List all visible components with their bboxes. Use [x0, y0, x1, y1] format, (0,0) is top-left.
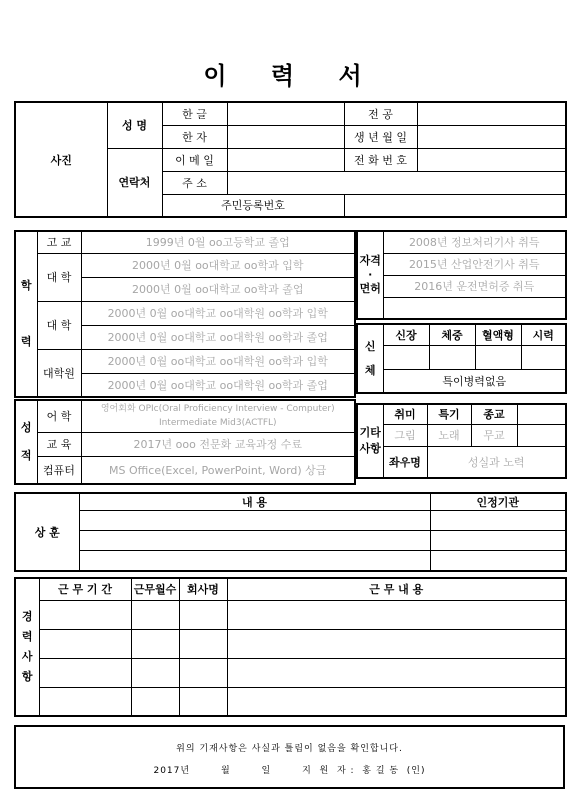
edu-row-grad2-in: 2000년 0월 oo대학교 oo대학원 oo학과 입학: [81, 349, 355, 373]
career-period-2[interactable]: [39, 629, 131, 658]
edu-course-value: 2017년 ooo 전문화 교육과정 수료: [81, 432, 355, 456]
confirmation-box: [14, 725, 565, 789]
contact-label: 연락처: [107, 148, 162, 217]
career-months-1[interactable]: [131, 600, 179, 629]
phone-label: 전 화 번 호: [344, 148, 417, 171]
career-company-header: 회사명: [179, 578, 227, 600]
body-label: 신 체: [357, 324, 383, 393]
blood-value[interactable]: [475, 345, 521, 369]
career-company-1[interactable]: [179, 600, 227, 629]
education-label: 학 력: [15, 231, 37, 397]
body-info-table: [356, 323, 567, 394]
award-row-2[interactable]: [79, 531, 430, 551]
career-content-3[interactable]: [227, 658, 566, 687]
birth-label: 생 년 월 일: [344, 125, 417, 148]
career-company-3[interactable]: [179, 658, 227, 687]
edu-level-hs: 고 교: [37, 231, 81, 253]
awards-label: 상 훈: [15, 493, 79, 571]
motto-value: 성실과 노력: [427, 446, 566, 478]
license-label: 자격 · 면허: [357, 231, 383, 319]
career-period-4[interactable]: [39, 687, 131, 716]
document-title: 이 력 서: [203, 62, 380, 90]
vision-value[interactable]: [521, 345, 566, 369]
vision-header: 시력: [521, 324, 566, 345]
edu-row-grad-out: 2000년 0월 oo대학교 oo대학원 oo학과 졸업: [81, 325, 355, 349]
license-item-2: 2015년 산업안전기사 취득: [383, 253, 566, 275]
career-months-2[interactable]: [131, 629, 179, 658]
edu-row-univ-in: 2000년 0월 oo대학교 oo학과 입학: [81, 253, 355, 277]
height-value[interactable]: [383, 345, 429, 369]
religion-value: 무교: [471, 424, 517, 446]
motto-label: 좌우명: [383, 446, 427, 478]
lang-text-1: 영어회화 OPIc(Oral Proficiency Interview - Computer): [100, 404, 335, 415]
weight-value[interactable]: [429, 345, 475, 369]
career-content-1[interactable]: [227, 600, 566, 629]
edu-row-hs: 1999년 0월 oo고등학교 졸업: [81, 231, 355, 253]
awards-content-header: 내 용: [79, 493, 430, 511]
pc-value: MS Office(Excel, PowerPoint, Word) 상급: [81, 456, 355, 484]
address-value[interactable]: [227, 171, 566, 194]
career-content-header: 근 무 내 용: [227, 578, 566, 600]
edu-row-univ-out: 2000년 0월 oo대학교 oo학과 졸업: [81, 277, 355, 301]
grades-table: [14, 399, 356, 485]
edu-row-grad-in: 2000년 0월 oo대학교 oo대학원 oo학과 입학: [81, 301, 355, 325]
name-label: 성 명: [107, 102, 162, 148]
edu-row-grad2-out: 2000년 0월 oo대학교 oo대학원 oo학과 졸업: [81, 373, 355, 397]
hobby-value: 그림: [383, 424, 427, 446]
hanja-value[interactable]: [227, 125, 344, 148]
skill-header: 특기: [427, 404, 471, 424]
grades-label: 성 적: [15, 400, 37, 484]
phone-value[interactable]: [417, 148, 566, 171]
photo-cell: 사진: [15, 102, 107, 217]
career-content-2[interactable]: [227, 629, 566, 658]
career-label: 경 력 사 항: [15, 578, 39, 716]
lang-value: [81, 400, 355, 432]
hobby-header: 취미: [383, 404, 427, 424]
birth-value[interactable]: [417, 125, 566, 148]
awards-table: [14, 492, 567, 572]
skill-value: 노래: [427, 424, 471, 446]
career-period-3[interactable]: [39, 658, 131, 687]
weight-header: 체중: [429, 324, 475, 345]
award-org-3[interactable]: [430, 551, 566, 571]
major-value[interactable]: [417, 102, 566, 125]
career-months-4[interactable]: [131, 687, 179, 716]
hangul-label: 한 글: [162, 102, 227, 125]
lang-text-2: Intermediate Mid3(ACTFL): [158, 418, 277, 429]
license-item-3: 2016년 운전면허증 취득: [383, 275, 566, 297]
email-value[interactable]: [227, 148, 344, 171]
etc-blank-2: [517, 424, 566, 446]
career-company-2[interactable]: [179, 629, 227, 658]
awards-org-header: 인정기관: [430, 493, 566, 511]
edu-level-grad: 대학원: [37, 349, 81, 397]
career-period-header: 근 무 기 간: [39, 578, 131, 600]
rrn-label: 주민등록번호: [162, 194, 344, 217]
career-months-3[interactable]: [131, 658, 179, 687]
award-org-2[interactable]: [430, 531, 566, 551]
address-label: 주 소: [162, 171, 227, 194]
rrn-value[interactable]: [344, 194, 566, 217]
career-months-header: 근무월수: [131, 578, 179, 600]
career-content-4[interactable]: [227, 687, 566, 716]
award-row-3[interactable]: [79, 551, 430, 571]
edu-level-univ: 대 학: [37, 253, 81, 301]
major-label: 전 공: [344, 102, 417, 125]
career-table: [14, 577, 567, 717]
pc-label: 컴퓨터: [37, 456, 81, 484]
military-value: 특이병력없음: [383, 369, 566, 393]
license-item-1: 2008년 정보처리기사 취득: [383, 231, 566, 253]
license-item-4: [383, 297, 566, 319]
career-period-1[interactable]: [39, 600, 131, 629]
etc-label: 기타 사항: [357, 404, 383, 478]
license-table: [356, 230, 567, 320]
edu-level-univ2: 대 학: [37, 301, 81, 349]
confirmation-signature: 2017년 월 일 지 원 자 : 홍 길 동 (인): [153, 766, 426, 776]
etc-table: [356, 403, 567, 479]
hangul-value[interactable]: [227, 102, 344, 125]
hanja-label: 한 자: [162, 125, 227, 148]
edu-course-label: 교 육: [37, 432, 81, 456]
confirmation-statement: 위의 기재사항은 사실과 틀림이 없음을 확인합니다.: [176, 744, 403, 754]
career-company-4[interactable]: [179, 687, 227, 716]
blood-header: 혈액형: [475, 324, 521, 345]
personal-info-table: [14, 101, 567, 218]
education-table: [14, 230, 356, 398]
email-label: 이 메 일: [162, 148, 227, 171]
religion-header: 종교: [471, 404, 517, 424]
award-org-1[interactable]: [430, 511, 566, 531]
lang-label: 어 학: [37, 400, 81, 432]
height-header: 신장: [383, 324, 429, 345]
award-row-1[interactable]: [79, 511, 430, 531]
etc-blank-1: [517, 404, 566, 424]
